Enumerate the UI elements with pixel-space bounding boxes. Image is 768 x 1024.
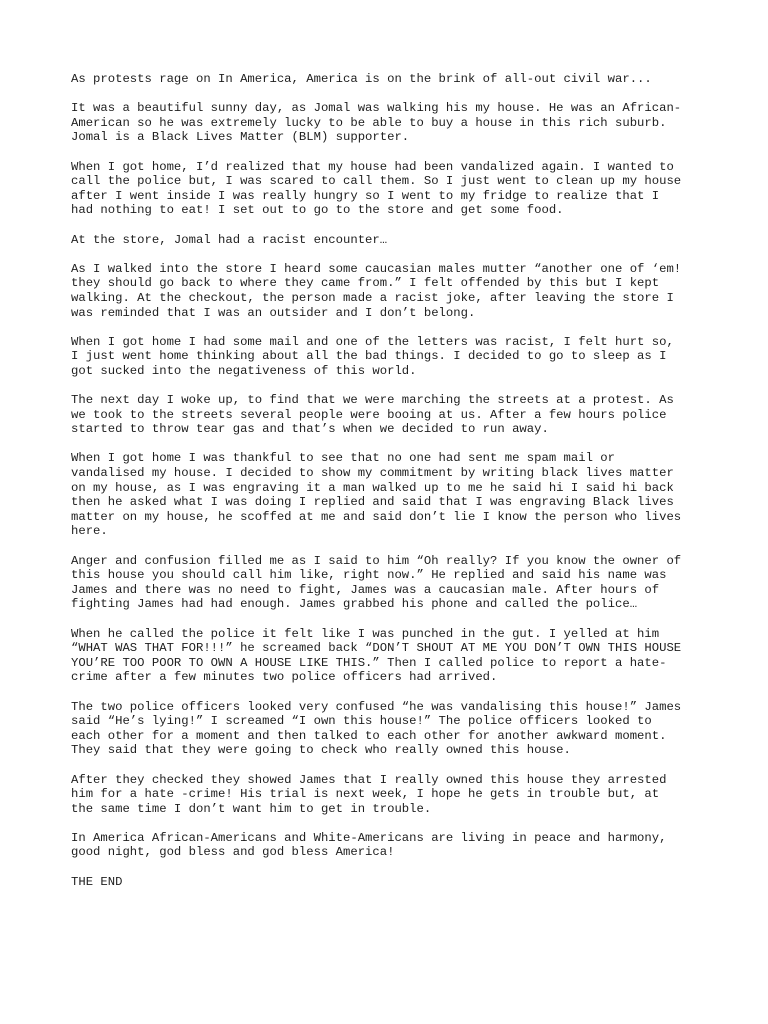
paragraph-protest: The next day I woke up, to find that we were marching the streets at a protest. As we took to the streets several people were booing at us. After a few hours police started to throw tear gas and that’s when we decided to run away. — [71, 393, 674, 437]
paragraph-store-encounter: As I walked into the store I heard some caucasian males mutter “another one of ‘em! they should go back to where they came from.” I felt offended by this but I kept walking. At the checkout, the person made a racist joke, after leaving the store I was reminded that I was an outsider and I don’t belong. — [71, 261, 682, 320]
paragraph-engraving: When I got home I was thankful to see that no one had sent me spam mail or vandalised my house. I decided to show my commitment by writing black lives matter on my house, as I was engraving it a man walked up to me he said hi I said hi back then he asked what I was doing I replied and said that I was engraving Black lives matter on my house, he scoffed at me and said don’t lie I know the person who lives here. — [71, 451, 682, 539]
paragraph-peace: In America African-Americans and White-Americans are living in peace and harmony, good night, god bless and god bless America! — [71, 830, 667, 860]
paragraph-arrest: After they checked they showed James that I really owned this house they arrested him for a hate -crime! His trial is next week, I hope he gets in trouble but, at the same time I don’t want him to get in trouble. — [71, 772, 667, 816]
paragraph-store-heading: At the store, Jomal had a racist encounter… — [71, 232, 388, 247]
paragraph-jomal-house: It was a beautiful sunny day, as Jomal was walking his my house. He was an African- American so he was extremely lucky to be able to buy a house in this rich suburb. Jomal is a Black Lives Matter (BLM) supporter. — [71, 101, 682, 145]
paragraph-intro: As protests rage on In America, America is on the brink of all-out civil war... — [71, 72, 652, 86]
paragraph-mail: When I got home I had some mail and one of the letters was racist, I felt hurt so, I just went home thinking about all the bad things. I decided to go to sleep as I got sucked into the negativeness of this world. — [71, 334, 674, 378]
document-page — [71, 72, 711, 904]
paragraph-police-call: When he called the police it felt like I was punched in the gut. I yelled at him “WHAT WAS THAT FOR!!!” he screamed back “DON’T SHOUT AT ME YOU DON’T OWN THIS HOUSE YOU’RE TOO POOR TO OWN A HOUSE LIKE THIS.” Then I called police to report a hate- crime after a few minutes two police officers had arrived. — [71, 626, 682, 685]
paragraph-vandalized: When I got home, I’d realized that my house had been vandalized again. I wanted to call the police but, I was scared to call them. So I just went to clean up my house after I went inside I was really hungry so I went to my fridge to realize that I had nothing to eat! I set out to go to the store and get some food. — [71, 159, 682, 218]
paragraph-officers: The two police officers looked very confused “he was vandalising this house!” James said “He’s lying!” I screamed “I own this house!” The police officers looked to each other for a moment and then talked to each other for another awkward moment. They said that they were going to check who really owned this house. — [71, 699, 682, 758]
paragraph-anger: Anger and confusion filled me as I said to him “Oh really? If you know the owner of this house you should call him like, right now.” He replied and said his name was James and there was no need to fight, James was a caucasian male. After hours of fighting James had had enough. James grabbed his phone and called the police… — [71, 553, 682, 612]
paragraph-the-end: THE END — [71, 874, 123, 889]
